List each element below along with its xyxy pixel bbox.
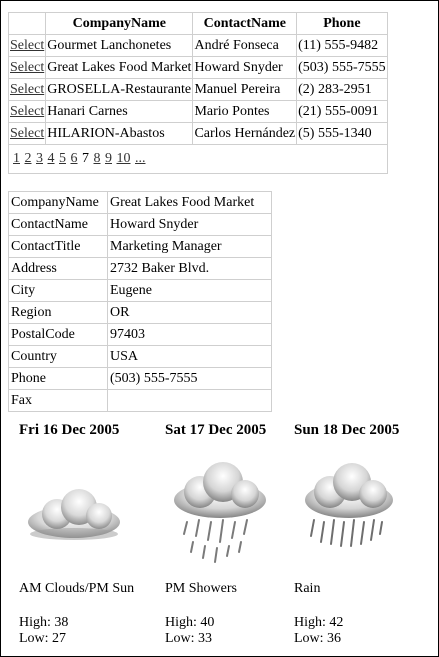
details-row (9, 390, 272, 412)
contact-cell: André Fonseca (193, 35, 297, 57)
current-page: 7 (82, 151, 89, 166)
select-link[interactable]: Select (10, 60, 45, 75)
contact-cell: Carlos Hernández (193, 123, 297, 145)
customers-grid (8, 12, 388, 174)
details-label: Country (9, 346, 108, 368)
company-cell: Gourmet Lanchonetes (46, 35, 193, 57)
grid-header-phone: Phone (297, 13, 388, 35)
forecast-condition: Rain (294, 581, 321, 596)
contact-cell: Howard Snyder (193, 57, 297, 79)
details-value: OR (108, 302, 272, 324)
phone-cell: (11) 555-9482 (297, 35, 388, 57)
details-row (9, 214, 272, 236)
select-link[interactable]: Select (10, 82, 45, 97)
forecast-high: High: 38 (19, 615, 69, 630)
cloud-rain-icon (294, 452, 434, 577)
select-cell (9, 101, 46, 123)
details-label: City (9, 280, 108, 302)
contact-cell: Manuel Pereira (193, 79, 297, 101)
table-row (9, 101, 388, 123)
phone-cell: (21) 555-0091 (297, 101, 388, 123)
company-cell: Great Lakes Food Market (46, 57, 193, 79)
details-label: CompanyName (9, 192, 108, 214)
details-value: Great Lakes Food Market (108, 192, 272, 214)
details-value: Howard Snyder (108, 214, 272, 236)
forecast-date: Fri 16 Dec 2005 (19, 422, 120, 438)
page-link-6[interactable]: 6 (70, 151, 78, 166)
page-link-9[interactable]: 9 (105, 151, 112, 166)
forecast-low: Low: 27 (19, 631, 67, 646)
grid-header-select (9, 13, 46, 35)
select-cell (9, 57, 46, 79)
select-cell (9, 79, 46, 101)
select-cell (9, 35, 46, 57)
details-row (9, 192, 272, 214)
details-row (9, 280, 272, 302)
company-cell: GROSELLA-Restaurante (46, 79, 193, 101)
details-row (9, 236, 272, 258)
forecast-day (294, 422, 434, 647)
table-row (9, 123, 388, 145)
details-label: Fax (9, 390, 108, 412)
page-link-8[interactable]: 8 (93, 151, 101, 166)
details-value (108, 390, 272, 412)
forecast-high: High: 42 (294, 615, 344, 630)
page-link-3[interactable]: 3 (36, 151, 43, 166)
details-row (9, 368, 272, 390)
table-row (9, 35, 388, 57)
company-cell: Hanari Carnes (46, 101, 193, 123)
details-value: USA (108, 346, 272, 368)
details-label: ContactTitle (9, 236, 108, 258)
details-row (9, 302, 272, 324)
pager (9, 145, 388, 174)
phone-cell: (5) 555-1340 (297, 123, 388, 145)
details-label: Phone (9, 368, 108, 390)
details-label: Address (9, 258, 108, 280)
details-row (9, 346, 272, 368)
forecast-condition: PM Showers (165, 581, 237, 596)
forecast-high: High: 40 (165, 615, 215, 630)
table-row (9, 79, 388, 101)
details-row (9, 258, 272, 280)
page-link-more[interactable]: ... (135, 151, 146, 166)
page-link-5[interactable]: 5 (59, 151, 66, 166)
forecast-low: Low: 36 (294, 631, 342, 646)
details-label: Region (9, 302, 108, 324)
forecast-day (19, 422, 159, 647)
select-link[interactable]: Select (10, 126, 45, 141)
grid-header-contact: ContactName (193, 13, 297, 35)
details-value: 97403 (108, 324, 272, 346)
details-row (9, 324, 272, 346)
select-link[interactable]: Select (10, 104, 45, 119)
forecast-low: Low: 33 (165, 631, 213, 646)
forecast-date: Sun 18 Dec 2005 (294, 422, 400, 438)
customer-details (8, 191, 272, 412)
contact-cell: Mario Pontes (193, 101, 297, 123)
forecast-condition: AM Clouds/PM Sun (19, 581, 135, 596)
details-value: Marketing Manager (108, 236, 272, 258)
grid-header-row (9, 13, 388, 35)
page-link-2[interactable]: 2 (24, 151, 32, 166)
pager-row (9, 145, 388, 174)
phone-cell: (2) 283-2951 (297, 79, 388, 101)
page-link-4[interactable]: 4 (47, 151, 55, 166)
page-link-1[interactable]: 1 (13, 151, 20, 166)
details-value: (503) 555-7555 (108, 368, 272, 390)
cloud-showers-icon (165, 452, 305, 577)
details-label: ContactName (9, 214, 108, 236)
forecast-date: Sat 17 Dec 2005 (165, 422, 267, 438)
details-value: 2732 Baker Blvd. (108, 258, 272, 280)
details-value: Eugene (108, 280, 272, 302)
details-label: PostalCode (9, 324, 108, 346)
forecast-day (165, 422, 305, 647)
table-row (9, 57, 388, 79)
cloud-sun-icon (19, 452, 159, 577)
company-cell: HILARION-Abastos (46, 123, 193, 145)
phone-cell: (503) 555-7555 (297, 57, 388, 79)
page-link-10[interactable]: 10 (116, 151, 131, 166)
select-link[interactable]: Select (10, 38, 45, 53)
select-cell (9, 123, 46, 145)
grid-header-company: CompanyName (46, 13, 193, 35)
